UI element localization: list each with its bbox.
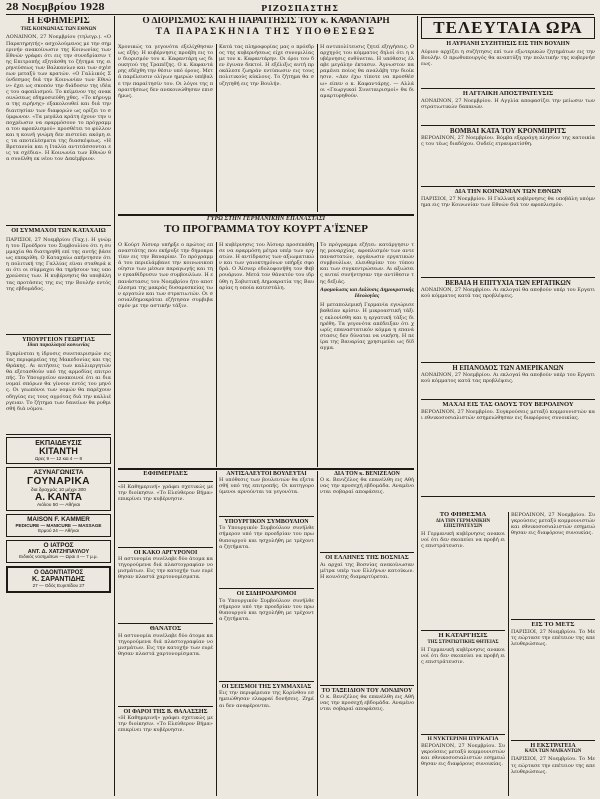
ad-title: Ο ΙΑΤΡΟΣ	[43, 541, 74, 549]
subheadline-epistrateusis: ΔΙΑ ΤΗΝ ΓΕΡΜΑΝΙΚΗΝ ΕΠΙΣΤΡΑΤΕΥΣΙΝ	[435, 518, 491, 529]
column-rule	[417, 16, 418, 796]
column-rule	[317, 44, 318, 212]
subheadline-vouli: Η ΑΥΡΙΑΝΗ ΣΥΖΗΤΗΣΙΣ ΕΙΣ ΤΗΝ ΒΟΥΛΗΝ	[446, 40, 570, 47]
article-text: ΒΕΡΟΛΙΝΟΝ, 27 Νοεμβρίου. Συγκρούσεις μεταξύ κομμουνιστών και εθνικοσοσιαλιστών εσημειώθησαν εις διαφόρους συνοικίας.	[511, 512, 595, 537]
article-text: ΠΑΡΙΣΙΟΙ, 27 Νοεμβρίου (Ταχ.). Η γνώμη του Προέδρου του Συμβουλίου ότι η συμμαχία θα διατηρηθή επί της αυτής βάσεως επεκρίθη. Ο Καταχαίω απήντησεν ότι η πολιτική της Γαλλίας είναι σταθερά και ότι οι σύμμαχοι θα τηρήσουν τας υποχρεώσεις των. Η κυβέρνησις θα υποβάλη τας προτάσεις της εις την Βουλήν εντός της εβδομάδος.	[6, 236, 111, 292]
article-text: Η αντιπολίτευσις ζητεί εξηγήσεις. Ο αρχηγός του κόμματος δηλοί ότι η κυβέρνησις ευθύνεται. Η υπόθεσις έλαβε μεγάλην έκτασιν. Άγνωστον παραμένει ποίος θα αναλάβη την διοίκησιν. «Δεν έχω τίποτε να προσθέσω» είπεν ο κ. Καφαντάρης. — Αλλά οι «Γεωργικαί Συνεταιρισμοί» θα διαμαρτυρηθούν.	[320, 44, 414, 99]
headline-venizelos: ΔΙΑ ΤΟΝ κ. ΒΕΝΙΖΕΛΟΝ	[334, 471, 400, 477]
right-lower-a	[421, 512, 505, 796]
column-left	[6, 17, 111, 797]
headline-taxidi: ΤΟ ΤΑΞΕΙΔΙΟΝ ΤΟΥ ΛΟΝΔΙΝΟΥ	[321, 687, 413, 694]
headline-efimeris: Η ΕΦΗΜΕΡΙΣ	[27, 17, 90, 26]
headline-verolinou: ΜΑΧΑΙ ΕΙΣ ΤΑΣ ΟΔΟΥΣ ΤΟΥ ΒΕΡΟΛΙΝΟΥ	[442, 401, 574, 409]
aisner-col-a	[118, 242, 213, 467]
subheadline-ideology: Αφομοίωσις και Διάλυσις Δημοκρατικής Ιδεολογίας	[320, 286, 414, 299]
ad-hours: Ειδικός νοσημάτων — Ωραι 4 — 7 μ.μ.	[19, 554, 98, 560]
divider	[320, 552, 414, 553]
article-text: Η Γερμανική κυβέρνησις ανακοινοί ότι δεν σκοπεύει να προβή εις επιστράτευσιν.	[421, 530, 505, 550]
article-text: Χρονικώς τα γεγονότα εξελίχθησαν ως εξής: Η κυβέρνησις προέβη εις τον διορισμόν του κ. Καφαντάρη ως διοικητού της Τραπέζης. Ο κ. Καφαντάρης εδέχθη την θέσιν υπό όρους. Μετά παρέλευσιν ολίγων ημερών υπέβαλε την παραίτησίν του. Οι λόγοι της παραιτήσεως δεν ανεκοινώθησαν επισήμως.	[118, 44, 213, 99]
divider	[118, 547, 213, 548]
headline-symvoulion: ΥΠΟΥΡΓΙΚΟΝ ΣΥΜΒΟΥΛΙΟΝ	[224, 519, 309, 526]
divider	[6, 225, 111, 226]
article-text: Αι αρχαί της Βοσνίας ανεκοίνωσαν μέτρα υπέρ των Ελλήνων κατοίκων. Η κοινότης διαμαρτύρεται.	[320, 561, 414, 580]
divider	[421, 496, 595, 497]
ad-address: Ερμού 24 — Αθήναι	[38, 527, 79, 533]
column-rule	[216, 44, 217, 212]
column-rule	[216, 242, 217, 467]
headline-pyrkagia: Η ΝΥΚΤΕΡΙΝΗ ΠΥΡΚΑΓΙΑ	[427, 735, 499, 742]
subheadline-paraskinia: ΤΑ ΠΑΡΑΣΚΗΝΙΑ ΤΗΣ ΥΠΟΘΕΣΕΩΣ	[155, 26, 377, 37]
ad-kammer	[6, 514, 111, 536]
column-rule	[114, 16, 115, 796]
divider	[511, 619, 595, 620]
headline-fithesma: ΤΟ ΦΗΘΕΣΜΑ	[439, 512, 487, 518]
divider	[219, 588, 314, 589]
divider	[421, 88, 595, 89]
ad-owner: Α. ΚΑΝΤΑ	[34, 491, 83, 503]
article-text: Εις την περιφέρειαν της Κορίνθου εσημειώθησαν ελαφραί δονήσεις. Ζημίαι δεν αναφέρονται.	[219, 690, 314, 709]
headline-symmachoi: ΟΙ ΣΥΜΜΑΧΟΙ ΤΩΝ ΚΑΤΑΧΑΙΩ	[11, 227, 106, 235]
article-text: «Η Καθημερινή» γράφει σχετικώς με την διοίκησιν. «Το Ελεύθερον Βήμα» επικρίνει την κυβέρνησιν.	[118, 483, 213, 502]
headline-kafantaris: Ο ΔΙΟΡΙΣΜΟΣ ΚΑΙ Η ΠΑΡΑΙΤΗΣΙΣ ΤΟΥ κ. ΚΑΦΑΝΤΑΡΗ	[142, 17, 390, 26]
kicker-german-revolution: ΓΥΡΩ ΣΤΗΝ ΓΕΡΜΑΝΙΚΗΝ ΕΠΑΝΑΣΤΑΣΙ	[206, 216, 326, 222]
kafantaris-col-a	[118, 44, 213, 212]
aisner-col-b	[219, 242, 314, 467]
divider	[6, 434, 111, 435]
column-rule	[317, 242, 318, 467]
section-rule	[118, 468, 414, 470]
article-text: Η μεταπολεμική Γερμανία εγνώρισε βαθείαν κρίσιν. Η μικροαστική τάξις εκλονίσθη και η εργατική τάξις διηρέθη. Τα γεγονότα απέδειξαν ότι χωρίς επαναστατικόν κόμμα η επανάστασις δεν δύναται να νικήση. Η πείρα της Βαυαρίας χρησιμεύει ως δίδαγμα.	[320, 302, 414, 352]
divider	[421, 734, 505, 735]
divider	[118, 481, 213, 482]
subheadline-maikanton: ΚΑΤΑ ΤΩΝ ΜΑΙΚΑΝΤΩΝ	[524, 749, 582, 755]
headline-sidirodromoi: ΟΙ ΣΙΔΗΡΟΔΡΟΜΟΙ	[236, 590, 297, 598]
ad-address: 27 — Οδός Ευριπίδου 27	[32, 582, 85, 588]
aisner-col-c	[320, 242, 414, 467]
headline-seismoi: ΟΙ ΣΕΙΣΜΟΙ ΤΗΣ ΣΥΜΜΑΧΙΑΣ	[221, 684, 312, 691]
divider	[421, 399, 595, 400]
divider	[118, 706, 213, 707]
article-text: Ο κ. Βενιζέλος θα επανέλθη εις Αθήνας την προσεχή εβδομάδα. Αναμένονται σοβαραί αποφάσεις.	[320, 477, 414, 496]
article-text: ΠΑΡΙΣΙΟΙ, 27 Νοεμβρίου. Το Μετς εώρτασε την επέτειον της απελευθερώσεως.	[511, 756, 595, 775]
headline-koinonia-ethnon: ΔΙΑ ΤΗΝ ΚΟΙΝΩΝΙΑΝ ΤΩΝ ΕΘΝΩΝ	[454, 188, 562, 196]
article-text: ΠΑΡΙΣΙΟΙ, 27 Νοεμβρίου. Το Μετς εώρτασε την επέτειον της απελευθερώσεως.	[511, 628, 595, 648]
article-text: ΠΑΡΙΣΙΟΙ, 27 Νοεμβρίου. Η Γαλλική κυβέρνησις θα υποβάλη υπόμνημα εις την Κοινωνίαν των Εθνών διά τον αφοπλισμόν.	[421, 195, 595, 209]
article-text: ΛΟΝΔΙΝΟΝ, 27 Νοεμβρίου. Αι εκλογαί θα αποβούν υπέρ του Εργατικού κόμματος κατά τας προβλέψεις.	[421, 372, 595, 385]
divider	[6, 334, 111, 335]
headline-aisner: ΤΟ ΠΡΟΓΡΑΜΜΑ ΤΟΥ ΚΟΥΡΤ Α'ΪΣΝΕΡ	[164, 222, 368, 235]
ad-services: PEDICURE — MANICURE — MASSAGE	[15, 523, 102, 529]
subheadline-koinonia: ΤΗΣ ΚΟΙΝΩΝΙΑΣ ΤΩΝ ΕΘΝΩΝ	[20, 25, 97, 32]
subheadline-georgias: Ιδιαι παραλλαγαί κοινωνίας	[27, 342, 90, 349]
headline-ergatikon: ΒΕΒΑΙΑ Η ΕΠΙΤΥΧΙΑ ΤΩΝ ΕΡΓΑΤΙΚΩΝ	[445, 279, 571, 287]
issue-date: 28 Νοεμβρίου 1928	[6, 3, 105, 13]
column-rule	[216, 471, 217, 796]
article-text: Το Υπουργικόν Συμβούλιον συνήλθε σήμερον υπό την προεδρίαν του πρωθυπουργού και ησχολήθη με τρέχοντα ζητήματα.	[219, 598, 314, 623]
divider	[421, 186, 595, 187]
article-text: Η αστυνομία συνέλαβε δύο άτομα κατηγορούμενα διά πλαστογραφίαν νομισμάτων. Εις την κατοχήν των ευρέθησαν πλαστά χαρτονομίσματα.	[118, 632, 213, 658]
divider	[219, 516, 314, 517]
divider	[118, 623, 213, 624]
article-text: Ο Κούρτ Άϊσνερ υπήρξε ο πρώτος επαναστάτης που εκήρυξε την δημοκρατίαν εις την Βαυαρίαν. Το πρόγραμμά του περιελάμβανε την κοινωνικοποίησιν των μέσων παραγωγής και την εγκαθίδρυσιν των συμβουλίων. Η επανάστασις του Νοεμβρίου ήτο αποτέλεσμα της μακράς δυσαρεσκείας των εργατών και των στρατιωτών. Οι σοσιαλδημοκράται εζήτησαν συμβιβασμόν με την αστικήν τάξιν.	[118, 242, 213, 309]
ad-hours: Ωρες 9 — 12 και 4 — 8	[34, 455, 83, 461]
divider	[421, 125, 595, 126]
article-text: Το Υπουργικόν Συμβούλιον συνήλθε σήμερον υπό την προεδρίαν του πρωθυπουργού και ησχολήθη με τρέχοντα ζητήματα.	[219, 525, 314, 550]
article-text: ΛΟΝΔΙΝΟΝ, 27 Νοεμβρίου. Αι εκλογαί θα αποβούν υπέρ του Εργατικού κόμματος κατά τας προβλέψεις.	[421, 287, 595, 300]
article-text: Η κυβέρνησις του Άϊσνερ προσεπάθησε να εφαρμόση μέτρα υπέρ των εργατών. Η αντίδρασις των αξιωματικών και των γαιοκτημόνων υπήρξε σφοδρά. Ο Άϊσνερ εδολοφονήθη τον Φεβρουάριον. Μετά τον θάνατόν του ιδρύθη η Σοβιετική Δημοκρατία της Βαυαρίας η οποία κατεστάλη.	[219, 242, 314, 291]
lower-col-c	[320, 471, 414, 796]
article-text: Κατά τας πληροφορίας μας ο πρόεδρος της κυβερνήσεως είχε συνομιλίας με τον κ. Καφαντάρην. Οι όροι του δεν έγιναν δεκτοί. Η εξέλιξις αυτή προκάλεσε ζωηράν εντύπωσιν εις τους πολιτικούς κύκλους. Το ζήτημα θα συζητηθή εις την Βουλήν.	[219, 44, 314, 87]
kafantaris-col-c	[320, 44, 414, 212]
article-text: «Η Καθημερινή» γράφει σχετικώς με την διοίκησιν. «Το Ελεύθερον Βήμα» επικρίνει την κυβέρνησιν.	[118, 715, 213, 734]
divider	[511, 740, 595, 741]
lower-col-a	[118, 471, 213, 796]
ad-title: MAISON F. KAMMER	[27, 516, 90, 524]
ad-name: ΚΙΤΑΝΤΗ	[39, 446, 78, 457]
ad-address: Αιόλου 50 — Αθήναι	[36, 503, 81, 509]
headline-amerikanon: Η ΕΠΑΝΟΔΟΣ ΤΩΝ ΑΜΕΡΙΚΑΝΩΝ	[452, 365, 564, 373]
headline-vosnia: ΟΙ ΕΛΛΗΝΕΣ ΤΗΣ ΒΟΣΝΙΑΣ	[325, 554, 409, 562]
article-text: Αύριον αρχίζει η συζήτησις επί των εξωτερικών ζητημάτων εις την Βουλήν. Ο πρωθυπουργός θα αναπτύξη την πολιτικήν της κυβερνήσεως.	[421, 49, 595, 68]
headline-mets: ΕΙΣ ΤΟ ΜΕΤΣ	[531, 621, 575, 628]
column-rule	[317, 471, 318, 796]
ad-price: δια δραχμάς 10 μέχρι 300	[31, 487, 86, 493]
article-text: Η Γερμανική κυβέρνησις ανακοινοί ότι δεν σκοπεύει να προβή εις επιστράτευσιν.	[421, 646, 505, 666]
article-text: ΒΕΡΟΛΙΝΟΝ, 27 Νοεμβρίου. Συγκρούσεις μεταξύ κομμουνιστών και εθνικοσοσιαλιστών εσημειώθησαν εις διαφόρους συνοικίας.	[421, 742, 505, 768]
ad-name: ΓΟΥΝΑΡΙΚΑ	[26, 476, 90, 488]
right-lower-b	[511, 512, 595, 796]
subheadline-thiteia: ΤΗΣ ΣΤΡΑΤΙΩΤΙΚΗΣ ΘΗΤΕΙΑΣ	[427, 639, 499, 645]
headline-ekstrateia: Η ΕΚΣΤΡΑΤΕΙΑ	[530, 741, 576, 749]
headline-apostrateusis: Η ΑΓΓΛΙΚΗ ΑΠΟΣΤΡΑΤΕΥΣΙΣ	[462, 90, 554, 98]
ad-title: Ο ΟΔΟΝΤΙΑΤΡΟΣ	[33, 570, 84, 577]
article-text: ΒΕΡΟΛΙΝΟΝ, 27 Νοεμβρίου. Βόμβα εξερράγη πλησίον της κατοικίας του τέως διαδόχου. Ουδείς ετραυματίσθη.	[421, 135, 595, 148]
headline-argyronoi: ΟΙ ΚΑΚΟ ΑΡΓΥΡΟΝΟΙ	[133, 549, 198, 556]
divider	[421, 362, 595, 363]
headline-faroi: ΟΙ ΦΑΡΟΙ ΤΗΣ Β. ΘΑΛΑΣΣΗΣ	[123, 708, 208, 715]
article-text: ΛΟΝΔΙΝΟΝ, 27 Νοεμβρίου. Η Αγγλία αποφασίζει την μείωσιν των στρατιωτικών δαπανών.	[421, 97, 595, 110]
divider	[421, 630, 505, 631]
article-text: Η αστυνομία συνέλαβε δύο άτομα κατηγορούμενα διά πλαστογραφίαν νομισμάτων. Εις την κατοχήν των ευρέθησαν πλαστά χαρτονομίσματα.	[118, 556, 213, 581]
divider	[219, 681, 314, 682]
aisner-header	[118, 216, 414, 240]
ad-name: ΑΝΤ. Δ. ΧΑΤΖΗΠΑΥΛΟΥ	[27, 548, 90, 555]
ad-gounarika	[6, 467, 111, 511]
headline-teleftaia-ora: ΤΕΛΕΥΤΑΙΑ ΩΡΑ	[433, 18, 583, 37]
article-text: ΒΕΡΟΛΙΝΟΝ, 27 Νοεμβρίου. Συγκρούσεις μεταξύ κομμουνιστών και εθνικοσοσιαλιστών εσημειώθησαν εις διαφόρους συνοικίας.	[421, 409, 595, 422]
column-rule	[508, 512, 509, 796]
newspaper-title: ΡΙΖΟΣΠΑΣΤΗΣ	[261, 3, 339, 13]
article-text: ΛΟΝΔΙΝΟΝ, 27 Νοεμβρίου (τηλεγρ.). «Ο Παρατηρητής» ασχολούμενος με την σημερινήν ανακοίνωσιν της Κοινωνίας των Εθνών γράφει ότι εις την συνεδρίασιν της Επιτροπής εξητάσθη το ζήτημα της ειρηνεύσεως των Βαλκανίων και των σχέσεων μεταξύ των κρατών. «Ο Γαλλικός Σύνδεσμος διά την Κοινωνίαν των Εθνών» έχει ως σκοπόν την διάδοσιν της ιδέας του αφοπλισμού. Το κείμενον της ανακοινώσεως εδημοσιεύθη χθες. «Το κήρυγμα της ειρήνης» εξακολουθεί και διά την διαιτησίαν των διαφορών ως ορίζει το σύμφωνον. «Τα μεγάλα κράτη έχουν την υποχρέωσιν να εφαρμόσουν το πρόγραμμα του αφοπλισμού» προσθέτει το φύλλον και η κοινή γνώμη δεν πιστεύει ακόμη εις τα αποτελέσματα της διασκέψεως. «Η Βρεταννία και η Ιταλία αντιτάσσονται εις τα σχέδια». Η Κοινωνία των Εθνών θα συνέλθη εκ νέου τον Δεκέμβριον.	[6, 34, 111, 163]
ad-title: ΑΣΥΝΑΓΩΝΙΣΤΑ	[33, 469, 84, 477]
ad-name: Κ. ΣΑΡΑΝΤΙΔΗΣ	[32, 576, 85, 584]
article-text: Η υπόθεσις των βουλευτών θα εξετασθή υπό της επιτροπής. Οι κατηγορούμενοι αρνούνται τα γεγονότα.	[219, 477, 314, 496]
article-text: Το πρόγραμμα εζήτει: κατάργησιν της μοναρχίας, αφοπλισμόν των αντεπαναστατών, οργάνωσιν εργατικών συμβουλίων, ελευθερίαν του τύπου και των συγκεντρώσεων. Αι αξιώσεις αυταί συνήντησαν την αντίθεσιν της δεξιάς.	[320, 242, 414, 285]
headline-katargisis: Η ΚΑΤΑΡΓΗΣΙΣ	[438, 631, 488, 639]
headline-georgias: ΥΠΟΥΡΓΕΙΟΝ ΓΕΩΡΓΙΑΣ	[22, 336, 95, 343]
headline-thanatos: ΘΑΝΑΤΟΣ	[149, 625, 182, 633]
article-text: Ο κ. Βενιζέλος θα επανέλθη εις Αθήνας την προσεχή εβδομάδα. Αναμένονται σοβαραί αποφάσεις.	[320, 693, 414, 713]
ad-odontiatros	[6, 566, 111, 592]
article-text: Εγκρίνεται η ίδρυσις συνεταιρισμών εις τας περιφερείας της Μακεδονίας και της Θράκης. Αι αιτήσεις των καλλιεργητών θα εξετασθούν υπό της αρμοδίας επιτροπής. Το Υπουργείον ανακοινοί ότι αι διανομαί σπόρων θα γίνουν εντός του μηνός. Οι γεωπόνοι των νομών θα παρέχουν οδηγίας εις τους αγρότας διά την καλλιέργειαν. Το ζήτημα των δανείων θα ρυθμισθή διά νόμου.	[6, 350, 111, 412]
ad-iatros	[6, 540, 111, 563]
lower-col-b	[219, 471, 314, 796]
divider	[421, 277, 595, 278]
headline-vouleftai: ΑΝΤΙΣΑΛΕΥΤΟΙ ΒΟΥΛΕΥΤΑΙ	[226, 471, 307, 477]
headline-efimerides: ΕΦΗΜΕΡΙΔΕΣ	[143, 471, 188, 477]
ad-title: ΕΚΠΑΙΔΕΥΣΙΣ	[35, 439, 82, 447]
divider	[320, 685, 414, 686]
kafantaris-col-b	[219, 44, 314, 212]
headline-vombai: ΒΟΜΒΑΙ ΚΑΤΑ ΤΟΥ ΚΡΟΝΜΠΡΙΤΣ	[449, 126, 567, 135]
teleftaia-ora-banner	[421, 17, 595, 39]
ad-ekpaidefsis	[6, 437, 111, 465]
masthead	[6, 3, 594, 15]
